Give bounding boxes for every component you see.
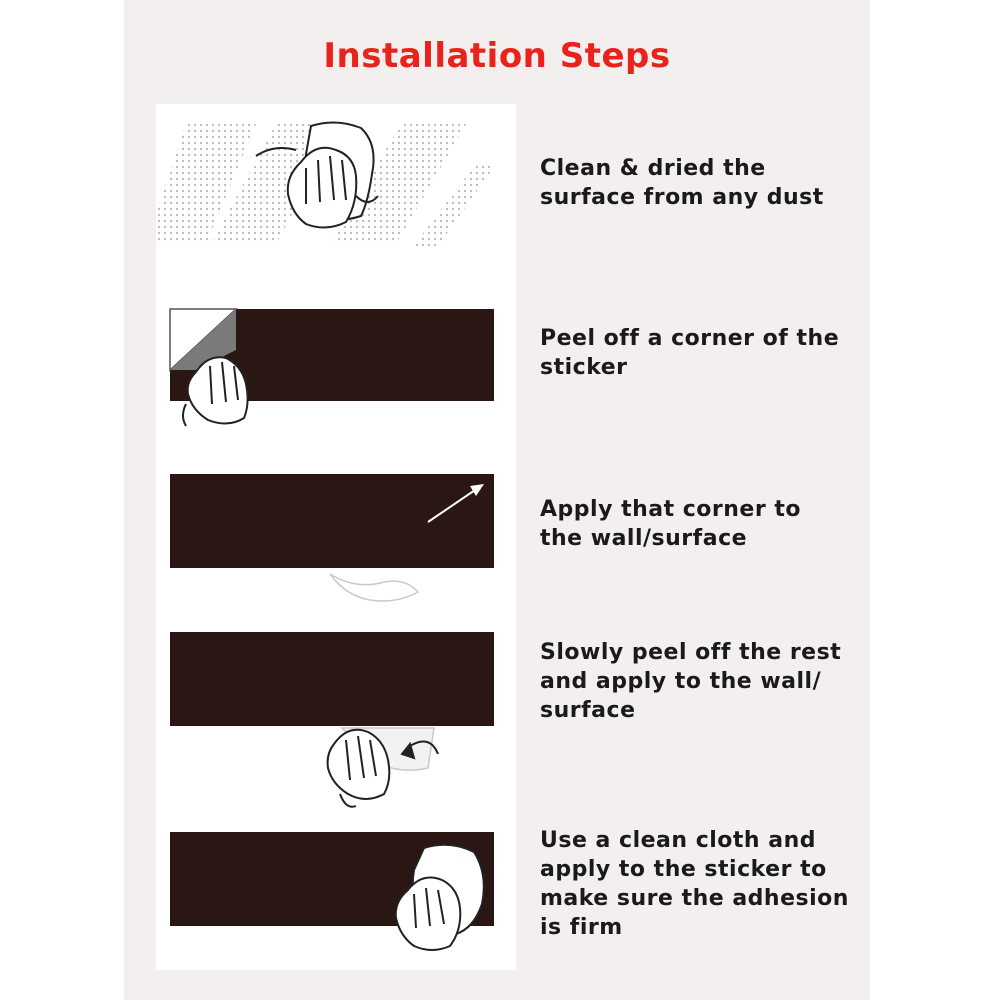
step2-illustration xyxy=(170,309,494,426)
backing-sheet xyxy=(330,574,418,601)
illustration-art xyxy=(156,104,516,970)
step-2-text: Peel off a corner of the sticker xyxy=(540,326,840,380)
step-3-text: Apply that corner to the wall/surface xyxy=(540,497,801,551)
sticker-panel xyxy=(170,474,494,568)
step1-illustration xyxy=(156,122,496,249)
page-title: Installation Steps xyxy=(323,36,671,76)
sticker-panel xyxy=(170,632,494,726)
step-1-text: Clean & dried the surface from any dust xyxy=(540,156,824,210)
step-5-text: Use a clean cloth and apply to the sticker to make sure the adhesion is firm xyxy=(540,828,849,940)
step-4-text: Slowly peel off the rest and apply to the wall/ surface xyxy=(540,640,842,723)
step3-illustration xyxy=(170,474,494,601)
step4-illustration xyxy=(170,632,494,807)
step5-illustration xyxy=(170,832,494,950)
